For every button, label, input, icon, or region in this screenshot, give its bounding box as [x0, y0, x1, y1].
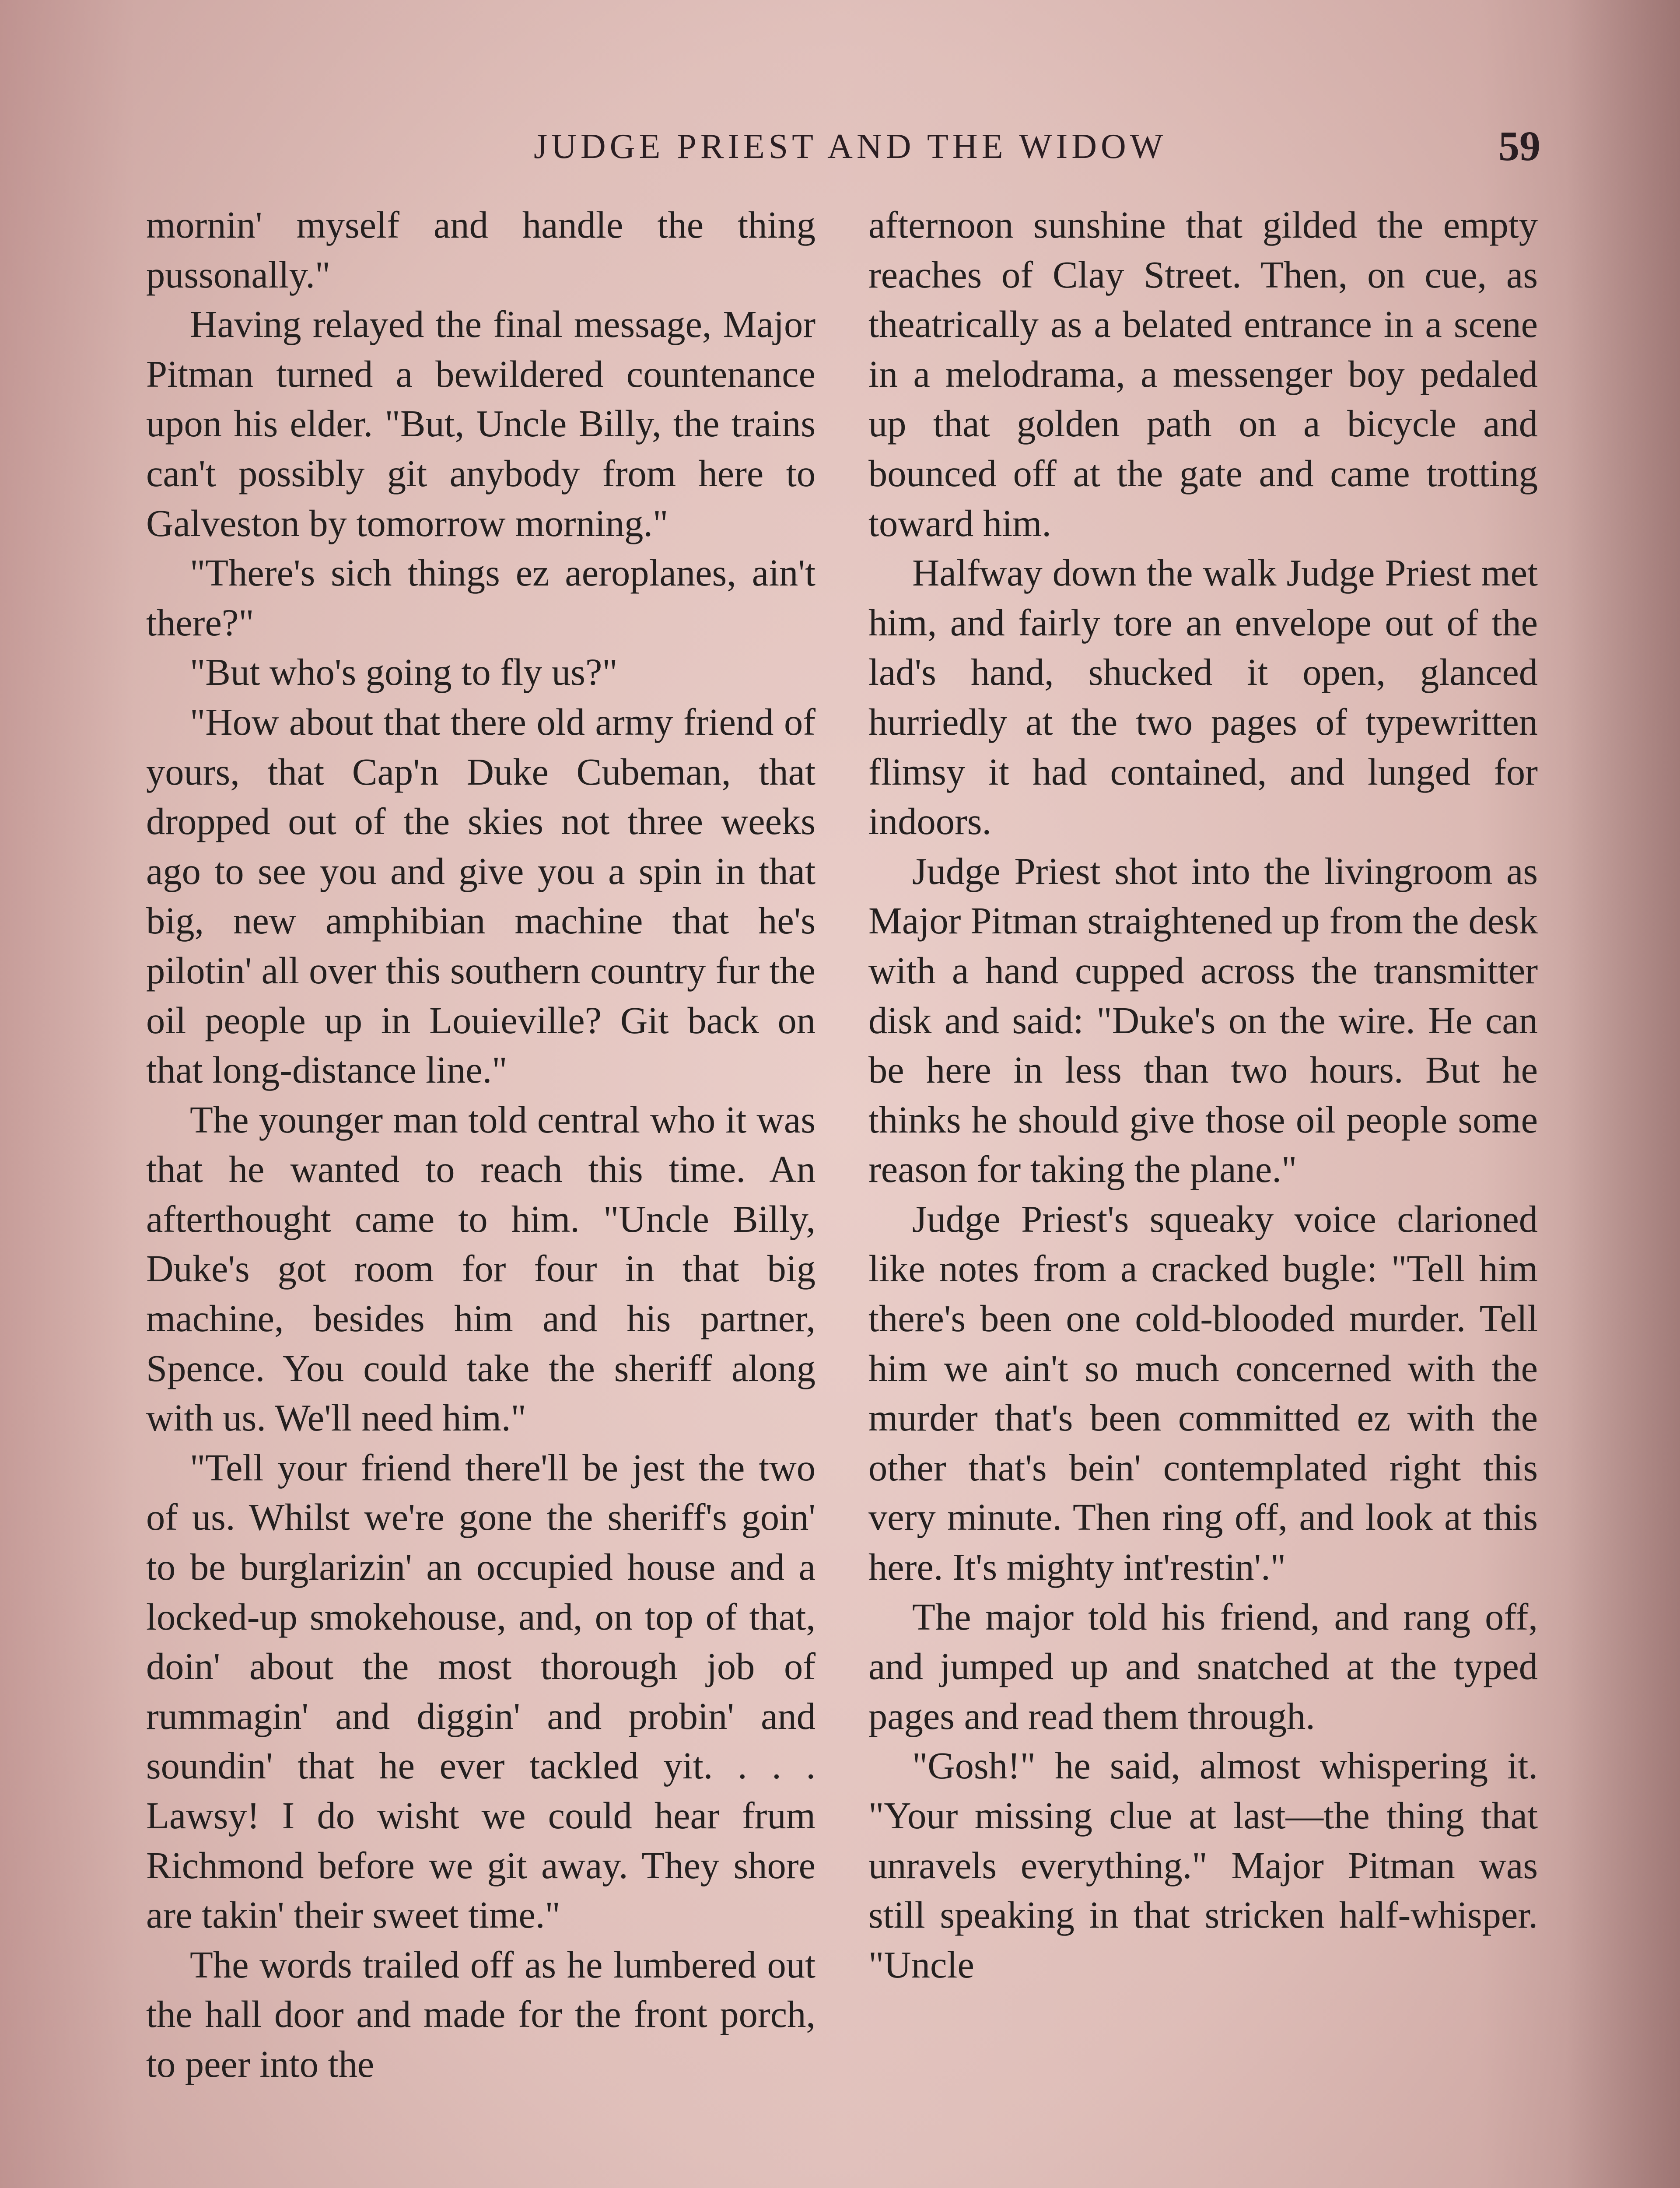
paragraph: mornin' myself and handle the thing pussonally." — [146, 204, 816, 296]
paragraph: Judge Priest shot into the livingroom as Major Pitman straightened up from the desk with a hand cupped across the transmitter disk and said: "Duke's on the wire. He can be here in less than two hours. But he thinks he should give those oil people some reason for taking the plane." — [868, 850, 1538, 1191]
right-text-column — [868, 200, 1538, 1990]
left-text-column — [146, 200, 816, 2090]
page-number: 59 — [1498, 123, 1540, 169]
paragraph: The words trailed off as he lumbered out the hall door and made for the front porch, to peer into the — [146, 1943, 816, 2085]
paragraph: The major told his friend, and rang off, and jumped up and snatched at the typed pages and read them through. — [868, 1595, 1538, 1737]
paragraph: "There's sich things ez aeroplanes, ain't there?" — [146, 552, 816, 644]
paragraph: Having relayed the final message, Major Pitman turned a bewildered countenance upon his elder. "But, Uncle Billy, the trains can't possibly git anybody from here to Galveston by tomorrow morning." — [146, 303, 816, 544]
paragraph: afternoon sunshine that gilded the empty reaches of Clay Street. Then, on cue, as theatrically as a belated entrance in a scene in a melodrama, a messenger boy pedaled up that golden path on a bicycle and bounced off at the gate and came trotting toward him. — [868, 204, 1538, 544]
running-title: JUDGE PRIEST AND THE WIDOW — [534, 127, 1167, 166]
paragraph: The younger man told central who it was that he wanted to reach this time. An afterthought came to him. "Uncle Billy, Duke's got room for four in that big machine, besides him and his partner, Spence. You could take the sheriff along with us. We'll need him." — [146, 1098, 816, 1439]
paragraph: Halfway down the walk Judge Priest met him, and fairly tore an envelope out of the lad's hand, shucked it open, glanced hurriedly at the two pages of typewritten flimsy it had contained, and lunged for indoors. — [868, 552, 1538, 843]
paragraph: "But who's going to fly us?" — [190, 651, 618, 694]
paragraph: "Gosh!" he said, almost whispering it. "Your missing clue at last—the thing that unravels everything." Major Pitman was still speaking in that stricken half-whisper. "Uncle — [868, 1745, 1538, 1986]
paragraph: "How about that there old army friend of yours, that Cap'n Duke Cubeman, that dropped out of the skies not three weeks ago to see you and give you a spin in that big, new amphibian machine that he's pilotin' all over this southern country fur the oil people up in Louieville? Git back on that long-distance line." — [146, 701, 816, 1091]
paragraph: Judge Priest's squeaky voice clarioned like notes from a cracked bugle: "Tell him there's been one cold-blooded murder. Tell him we ain't so much concerned with the murder that's been committed ez with the other that's bein' contemplated right this very minute. Then ring off, and look at this here. It's mighty int'restin'." — [868, 1198, 1538, 1588]
paragraph: "Tell your friend there'll be jest the two of us. Whilst we're gone the sheriff's goin' to be burglarizin' an occupied house and a locked-up smokehouse, and, on top of that, doin' about the most thorough job of rummagin' and diggin' and probin' and soundin' that he ever tackled yit. . . . Lawsy! I do wisht we could hear frum Richmond before we git away. They shore are takin' their sweet time." — [146, 1446, 816, 1936]
page-edge-shadow — [1566, 0, 1680, 2188]
